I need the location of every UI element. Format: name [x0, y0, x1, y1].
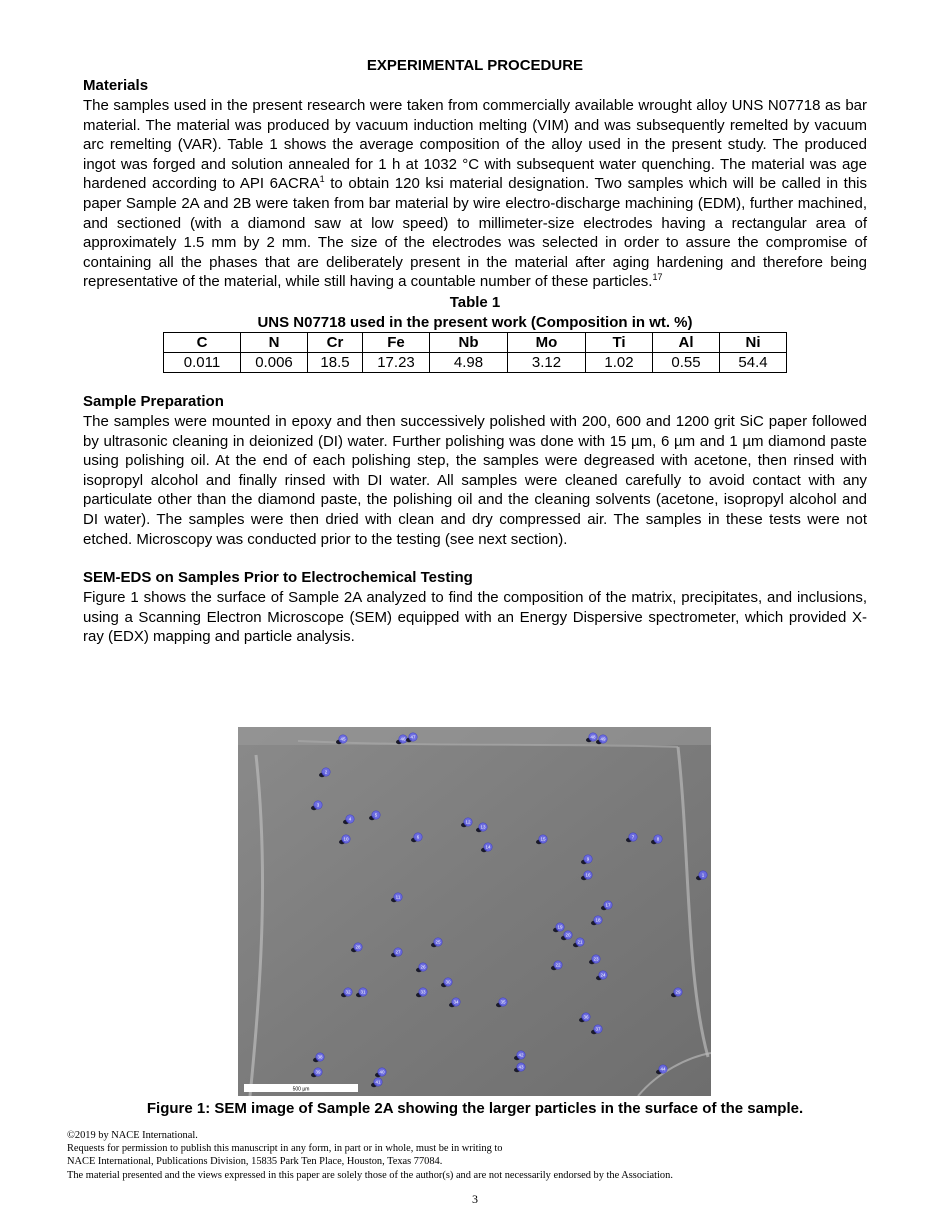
table-title: UNS N07718 used in the present work (Composition in wt. %) — [257, 313, 693, 331]
particle-label: 12 — [465, 819, 471, 825]
table-cell: 18.5 — [308, 352, 363, 372]
table-cell: 1.02 — [586, 352, 653, 372]
materials-paragraph — [83, 96, 867, 292]
particle-label: 6 — [416, 834, 420, 840]
materials-text-a: The samples used in the present research were taken from commercially available wrought alloy UNS N07718 as bar material. The material was produced by vacuum induction melting (VIM) and was subsequently remelted by vacuum arc remelting (VAR). Table 1 shows the average composition of the alloy used in the present study. The produced ingot was forged and solution annealed for 1 h at 1032 °C with subsequent water quenching. The material was age hardened according to API 6ACRA — [83, 97, 867, 193]
particle-label: 8 — [656, 836, 660, 842]
particle-label: 32 — [345, 989, 351, 995]
particle-label: 47 — [410, 734, 416, 740]
footer-disclaimer: The material presented and the views expressed in this paper are solely those of the author(s) and are not necessarily endorsed by the Association. — [67, 1169, 673, 1181]
sample-prep-paragraph: The samples were mounted in epoxy and then successively polished with 200, 600 and 1200 grit SiC paper followed by ultrasonic cleaning in deionized (DI) water. Further polishing was done with 15 µm, 6 µm and 1 µm diamond paste using polishing oil. At the end of each polishing step, the samples were degreased with acetone, then rinsed with isopropyl alcohol and finally rinsed with DI water. All samples were cleaned carefully to avoid contact with any particulate other than the diamond paste, the polishing oil and the cleaning solvents (acetone, isopropyl alcohol and DI water). The samples were then dried with clean and dry compressed air. The samples in these tests were not etched. Microscopy was conducted prior to the testing (see next section). — [83, 412, 867, 548]
table-cell: 3.12 — [508, 352, 586, 372]
composition-table — [163, 332, 787, 373]
particle-label: 13 — [480, 824, 486, 830]
sem-eds-heading: SEM-EDS on Samples Prior to Electrochemical Testing — [83, 569, 473, 587]
particle-label: 35 — [500, 999, 506, 1005]
particle-label: 14 — [485, 844, 491, 850]
reference-1: 1 — [319, 174, 325, 185]
particle-label: 24 — [600, 972, 606, 978]
table-cell: 0.006 — [241, 352, 308, 372]
page-number: 3 — [472, 1192, 478, 1206]
table-cell: 4.98 — [430, 352, 508, 372]
table-header-cell: Mo — [508, 332, 586, 352]
particle-label: 39 — [315, 1069, 321, 1075]
particle-label: 44 — [660, 1066, 666, 1072]
particle-label: 9 — [586, 856, 590, 862]
footer-copyright: ©2019 by NACE International. — [67, 1130, 198, 1141]
particle-label: 17 — [605, 902, 611, 908]
particle-label: 37 — [595, 1026, 601, 1032]
particle-label: 33 — [420, 989, 426, 995]
particle-label: 26 — [420, 964, 426, 970]
particle-label: 19 — [557, 924, 563, 930]
table-cell: 17.23 — [363, 352, 430, 372]
particle-label: 18 — [595, 917, 601, 923]
table-header-cell: Al — [653, 332, 720, 352]
table-header-cell: Ti — [586, 332, 653, 352]
particle-label: 40 — [379, 1069, 385, 1075]
particle-label: 5 — [374, 812, 378, 818]
sem-eds-paragraph: Figure 1 shows the surface of Sample 2A analyzed to find the composition of the matrix, precipitates, and inclusions, using a Scanning Electron Microscope (SEM) equipped with an Energy Dispersive spectrometer, which provided X-ray (EDX) mapping and particle analysis. — [83, 589, 867, 646]
table-cell: 54.4 — [720, 352, 787, 372]
particle-label: 42 — [518, 1052, 524, 1058]
particle-label: 30 — [445, 979, 451, 985]
reference-17: 17 — [652, 272, 663, 283]
materials-text-b: to obtain 120 ksi material designation. Two samples which will be called in this paper Sample 2A and 2B were taken from bar material by wire electro-discharge machining (EDM), further machined, and sectioned (with a diamond saw at low speed) to millimeter-size electrodes having a rectangular area of approximately 1.5 mm by 2 mm. The size of the electrodes was selected in order to assure the compromise of containing all the phases that are deliberately present in the material after aging hardening and therefore being representative of the material, while still having a countable number of these particles. — [83, 175, 868, 291]
sem-background — [238, 727, 711, 1096]
figure-caption: Figure 1: SEM image of Sample 2A showing the larger particles in the surface of the sample. — [146, 1100, 804, 1117]
particle-label: 15 — [540, 836, 546, 842]
particle-label: 4 — [348, 816, 352, 822]
particle-label: 10 — [343, 836, 349, 842]
table-cell: 0.011 — [164, 352, 241, 372]
particle-label: 48 — [590, 734, 596, 740]
table-row — [164, 352, 787, 372]
particle-label: 38 — [317, 1054, 323, 1060]
table-label: Table 1 — [449, 293, 501, 311]
particle-label: 25 — [435, 939, 441, 945]
table-header-cell: C — [164, 332, 241, 352]
particle-label: 45 — [340, 736, 346, 742]
page-footer — [67, 1129, 673, 1182]
materials-heading: Materials — [83, 77, 149, 94]
footer-address: NACE International, Publications Division, 15835 Park Ten Place, Houston, Texas 77084. — [67, 1156, 443, 1168]
particle-label: 21 — [577, 939, 583, 945]
particle-label: 23 — [593, 956, 599, 962]
particle-label: 43 — [518, 1064, 524, 1070]
table-header-cell: Nb — [430, 332, 508, 352]
table-cell: 0.55 — [653, 352, 720, 372]
sample-prep-heading: Sample Preparation — [83, 392, 224, 410]
footer-permission: Requests for permission to publish this manuscript in any form, in part or in whole, must be in writing to — [67, 1143, 503, 1155]
table-header-cell: Ni — [720, 332, 787, 352]
table-header-cell: Cr — [308, 332, 363, 352]
page-body — [83, 56, 867, 647]
particle-label: 11 — [395, 894, 401, 900]
particle-label: 27 — [395, 949, 401, 955]
particle-label: 2 — [324, 769, 328, 775]
particle-label: 28 — [355, 944, 361, 950]
table-header-cell: N — [241, 332, 308, 352]
sem-image — [238, 727, 711, 1096]
table-header-row — [164, 332, 787, 352]
particle-label: 22 — [555, 962, 561, 968]
section-title: EXPERIMENTAL PROCEDURE — [366, 57, 584, 74]
particle-label: 1 — [701, 872, 705, 878]
particle-label: 16 — [585, 872, 591, 878]
particle-label: 31 — [360, 989, 366, 995]
sem-micrograph — [238, 727, 711, 1096]
scale-bar-label: 500 µm — [292, 1086, 310, 1093]
particle-label: 34 — [453, 999, 459, 1005]
particle-label: 46 — [400, 736, 406, 742]
particle-label: 41 — [375, 1079, 381, 1085]
particle-label: 7 — [631, 834, 635, 840]
particle-label: 20 — [565, 932, 571, 938]
table-header-cell: Fe — [363, 332, 430, 352]
particle-label: 36 — [583, 1014, 589, 1020]
particle-label: 29 — [675, 989, 681, 995]
particle-label: 3 — [316, 802, 320, 808]
particle-label: 49 — [600, 736, 606, 742]
